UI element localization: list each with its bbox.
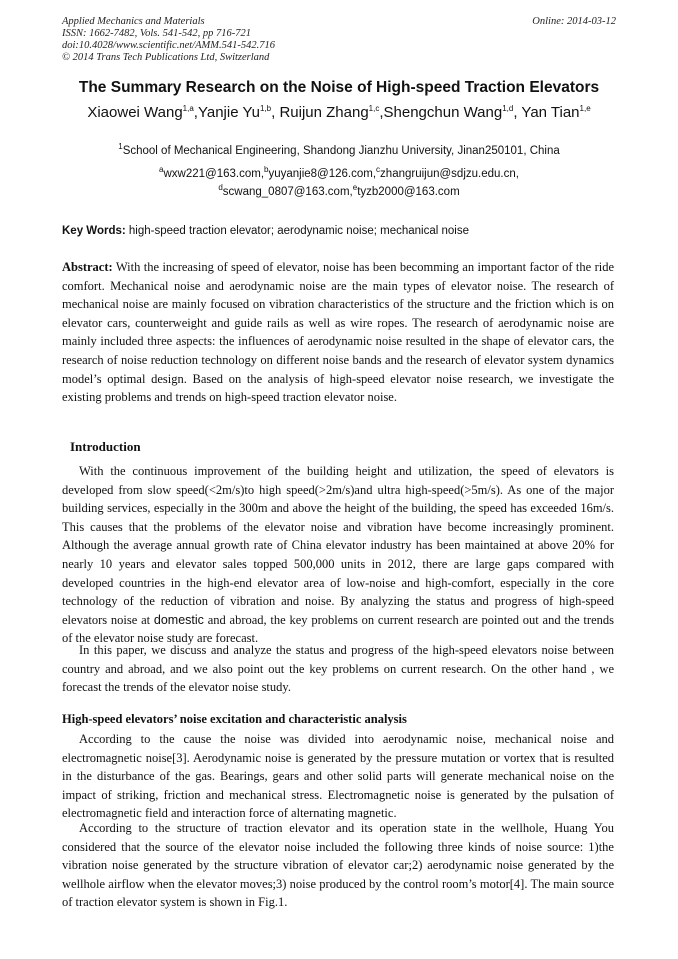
online-date: Online: 2014-03-12 [532,16,616,27]
affiliation-text: School of Mechanical Engineering, Shandong Jianzhu University, Jinan250101, China [122,145,560,157]
author-name: Xiaowei Wang [87,104,183,121]
email-link[interactable]: tyzb2000@163.com [357,186,460,198]
author-sep: , [193,104,198,121]
author-sep: , [271,104,280,121]
issn-line: ISSN: 1662-7482, Vols. 541-542, pp 716-721 [62,28,251,39]
email-link[interactable]: scwang_0807@163.com, [222,186,353,198]
author-sup: 1,b [259,104,272,113]
abstract-label: Abstract: [62,260,113,274]
affiliation [0,142,678,157]
intro-text: With the continuous improvement of the building height and utilization, the speed of elevators is developed from slow speed(<2m/s)to high speed(>2m/s)and ultra high-speed(>5m/s). As one of the major building services, especially in the 300m and above the height of the building, the speed has exceeded 16m/s. This causes that the problems of the elevator noise and vibration have become increasingly prominent. Although the average annual growth rate of China elevator industry has been maintained at above 20% for nearly 10 years and elevator sales topped 500,000 units in 2012, there are large gaps compared with developed countries in the high-end elevator area of low-noise and high-comfort, especially in the core technology of the reduction of vibration and noise. By analyzing the status and progress of high-speed elevators noise at [62,464,614,627]
keywords-text: high-speed traction elevator; aerodynamic noise; mechanical noise [125,225,469,237]
email-link[interactable]: zhangruijun@sdjzu.edu.cn, [380,168,519,180]
abstract-text: With the increasing of speed of elevator, noise has been becomming an important factor of the ride comfort. Mechanical noise and aerodynamic noise are the main types of elevator noise. The research of mechanical noise are mainly focused on vibration characteristics of the structure and the friction which is on elevator cars, counterweight and guide rails as well as wire ropes. The research of aerodynamic noise are mainly included three aspects: the influences of aerodynamic noise resulted in the shape of elevator cars, the research of noise reduction technology on different noise bands and the research of elevator system dynamics model’s optimal design. Based on the analysis of high-speed elevator noise research, we investigate the existing problems and trends on high-speed traction elevator noise. [62,260,614,405]
section-paragraph-1: According to the cause the noise was divided into aerodynamic noise, mechanical noise and electromagnetic noise[3]. Aerodynamic noise is generated by the pressure mutation or vortex that is resulted in the disturbance of the gas. Bearings, gears and other solid parts will generate mechanical noise on the impact of striking, friction and mechanical stress. Electromagnetic noise is generated by the pulsation of electromagnetic field and interaction force of alternating magnetic. [62,732,614,821]
email-line-2 [0,183,678,198]
author-list [0,104,678,121]
intro-paragraph-2: In this paper, we discuss and analyze the status and progress of the high-speed elevators noise between country and abroad, and we also point out the key problems on current research. On the other hand , we forecast the trends of the elevator noise study. [62,643,614,695]
author-sep: , [379,104,384,121]
intro-text: and abroad, the key problems on current research are pointed out and the trends of the elevator noise study are forecast. [62,612,614,646]
intro-text-domestic: domestic [153,612,204,627]
email-sup: a [159,165,164,175]
introduction-heading: Introduction [70,439,141,454]
copyright-line: © 2014 Trans Tech Publications Ltd, Switzerland [62,52,270,63]
section-paragraph-2: According to the structure of traction elevator and its operation state in the wellhole, Huang You considered that the source of the elevator noise included the following three kinds of noise source: 1)the vibration noise generated by the structure vibration of elevator car;2) aerodynamic noise generated by the wellhole airflow when the elevator moves;3) noise produced by the control room’s motor[4]. The main source of traction elevator system is shown in Fig.1. [62,821,614,910]
journal-header [62,16,275,64]
author-sup: 1,c [368,104,380,113]
keywords [62,225,469,237]
author-name: Shengchun Wang [383,104,503,121]
author-sup: 1,a [182,104,194,113]
affiliation-sup: 1 [118,142,123,152]
paper-title: The Summary Research on the Noise of High-speed Traction Elevators [78,79,600,96]
email-sup: e [352,183,358,193]
author-name: Ruijun Zhang [279,104,369,121]
author-sup: 1,e [579,104,591,113]
intro-paragraph-1 [62,462,614,648]
email-link[interactable]: yuyanjie8@126.com, [268,168,377,180]
keywords-label: Key Words: [62,225,126,237]
author-sup: 1,d [502,104,514,113]
abstract [62,258,614,407]
journal-name: Applied Mechanics and Materials [62,16,205,27]
author-name: Yan Tian [521,104,580,121]
section-heading: High-speed elevators’ noise excitation and characteristic analysis [62,712,407,726]
doi-line: doi:10.4028/www.scientific.net/AMM.541-542.716 [62,40,275,51]
email-line-1 [0,165,678,180]
author-sep: , [513,104,522,121]
email-sup: d [218,183,223,193]
email-sup: c [376,165,381,175]
author-name: Yanjie Yu [197,104,260,121]
email-sup: b [264,165,269,175]
email-link[interactable]: wxw221@163.com, [163,168,265,180]
